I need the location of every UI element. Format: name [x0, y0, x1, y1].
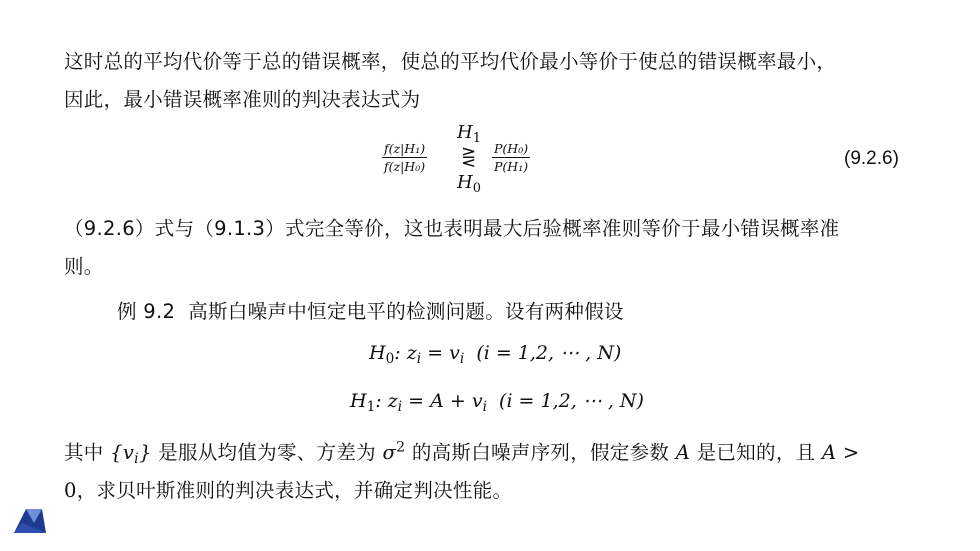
hypothesis-h0-equation: $H_0$: $z_i = v_i$ (i = 1,2, ⋯ , N)	[369, 342, 622, 368]
example-title: 高斯白噪声中恒定电平的检测问题。设有两种假设	[188, 300, 624, 323]
rhs-denominator: P(H₁)	[494, 159, 529, 174]
paragraph2-line1: （9.2.6）式与（9.1.3）式完全等价，这也表明最大后验概率准则等价于最小错误概率准	[64, 217, 840, 240]
lhs-numerator: f(z|H₁)	[384, 141, 426, 156]
paragraph1-line1: 这时总的平均代价等于总的错误概率，使总的平均代价最小等价于使总的错误概率最小，	[64, 50, 837, 73]
prior-ratio-fraction	[492, 141, 530, 174]
paragraph3-line2: 0，求贝叶斯准则的判决表达式，并确定判决性能。	[64, 479, 513, 502]
greater-less-relation: ⋛	[461, 147, 477, 168]
paragraph3-line1: 其中 $\{v_i\}$ 是服从均值为零、方差为 $\sigma^2$ 的高斯白噪声序列，假定参数 A 是已知的，且 A >	[64, 439, 860, 468]
hypothesis-h0-label: $H_0$	[457, 172, 481, 196]
hypothesis-h1-equation: $H_1$: $z_i = A + v_i$ (i = 1,2, ⋯ , N)	[350, 390, 644, 416]
paragraph2-line2: 则。	[64, 255, 104, 278]
blue-triangle-logo-icon	[12, 505, 48, 539]
example-heading	[117, 296, 624, 324]
likelihood-ratio-fraction	[382, 141, 427, 174]
rhs-numerator: P(H₀)	[494, 141, 529, 156]
lhs-denominator: f(z|H₀)	[384, 159, 426, 174]
paragraph1-line2: 因此，最小错误概率准则的判决表达式为	[64, 88, 421, 111]
hypothesis-h1-label: $H_1$	[457, 122, 481, 146]
example-label: 例 9.2	[117, 300, 176, 323]
equation-number: (9.2.6)	[844, 148, 899, 169]
